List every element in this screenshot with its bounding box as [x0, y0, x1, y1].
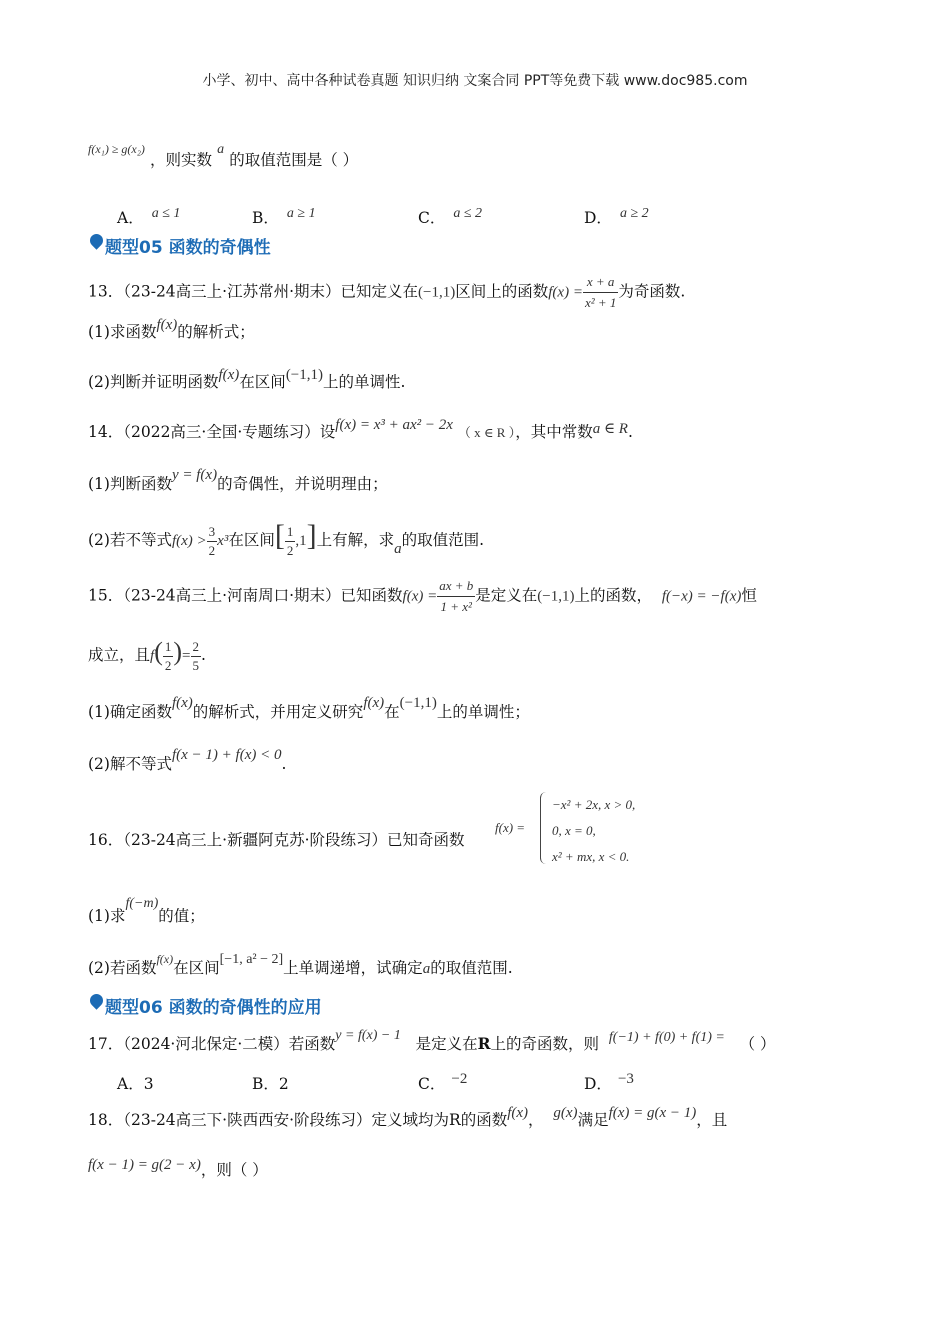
q17-option-a: A．3 [117, 1075, 154, 1093]
section-marker-icon [87, 991, 105, 1009]
q18-stem: 18．（23-24高三下·陕西西安·阶段练习）定义域均为R的函数f(x)， g(x)满足f(x) = g(x − 1)，且 [88, 1105, 728, 1129]
q16-stem: 16．（23-24高三上·新疆阿克苏·阶段练习）已知奇函数 [88, 831, 465, 849]
q12-condition: f(x₁) ≥ g(x₂) [88, 142, 145, 156]
q16-part1: (1)求f(−m)的值； [88, 896, 205, 925]
q13-part1: (1)求函数f(x)的解析式； [88, 317, 255, 341]
q17-option-d: D． −3 [584, 1071, 634, 1093]
q15-stem: 15．（23-24高三上·河南周口·期末）已知函数f(x) = $\frac{ax + b}{\text{1 + x²}}$ 是定义在(−1,1)上的函数， f(−x) = −f(x)恒 [88, 578, 757, 614]
section-marker-icon [87, 231, 105, 249]
section-heading-05: 题型05 函数的奇偶性 [105, 238, 271, 258]
q12-option-c: C． a ≤ 2 [418, 206, 483, 227]
section-heading-06: 题型06 函数的奇偶性的应用 [105, 998, 322, 1018]
q17-option-b: B．2 [252, 1075, 289, 1093]
q16-fx-label: f(x) = [495, 820, 526, 835]
q15-line2: 成立，且f( $\frac{1}{2}$ )= $\frac{2}{5}$ . [88, 637, 206, 673]
q15-part2: (2)解不等式f(x − 1) + f(x) < 0. [88, 747, 287, 773]
q13-part2: (2)判断并证明函数f(x)在区间(−1,1)上的单调性. [88, 367, 406, 391]
site-banner: 小学、初中、高中各种试卷真题 知识归纳 文案合同 PPT等免费下载 www.doc985.com [202, 73, 748, 89]
q16-brace [540, 792, 549, 864]
q14-part2: (2)若不等式f(x) > $\frac{3}{2}$ x³在区间[ $\frac{1}{2}$ ,1]上有解，求a的取值范围. [88, 519, 485, 558]
q16-part2: (2)若函数$^{f(x)}$在区间[−1, a² − 2]上单调递增，试确定a的取值范围. [88, 952, 513, 977]
q16-cases [552, 792, 635, 870]
q17-option-c: C． −2 [418, 1071, 468, 1093]
q16-case-3: x² + mx, x < 0. [552, 849, 630, 864]
q17-stem: 17．（2024·河北保定·二模）若函数y = f(x) − 1 是定义在R上的奇函数，则 f(−1) + f(0) + f(1) = （ ） [88, 1028, 776, 1053]
q16-case-1: −x² + 2x, x > 0, [552, 797, 636, 812]
q12-option-a: A． a ≤ 1 [117, 206, 181, 227]
q12-stem: $^{f(x_1) \ge g(x_2)}$ ，则实数 a 的取值范围是（ ） [88, 142, 359, 169]
q13-stem: 13．（23-24高三上·江苏常州·期末）已知定义在(−1,1)区间上的函数f(x) = $\frac{x + a}{\text{x² + 1}}$ 为奇函数. [88, 274, 686, 310]
q12-option-d: D． a ≥ 2 [584, 206, 649, 227]
q14-stem: 14．（2022高三·全国·专题练习）设f(x) = x³ + ax² − 2x （ x ∈ R ），其中常数a ∈ R. [88, 417, 633, 441]
q14-part1: (1)判断函数y = f(x)的奇偶性，并说明理由； [88, 467, 388, 493]
q16-case-2: 0, x = 0, [552, 823, 596, 838]
q12-option-b: B． a ≥ 1 [252, 206, 316, 227]
q18-line2: f(x − 1) = g(2 − x)，则（ ） [88, 1157, 268, 1179]
q15-part1: (1)确定函数f(x)的解析式，并用定义研究f(x)在(−1,1)上的单调性； [88, 695, 530, 721]
